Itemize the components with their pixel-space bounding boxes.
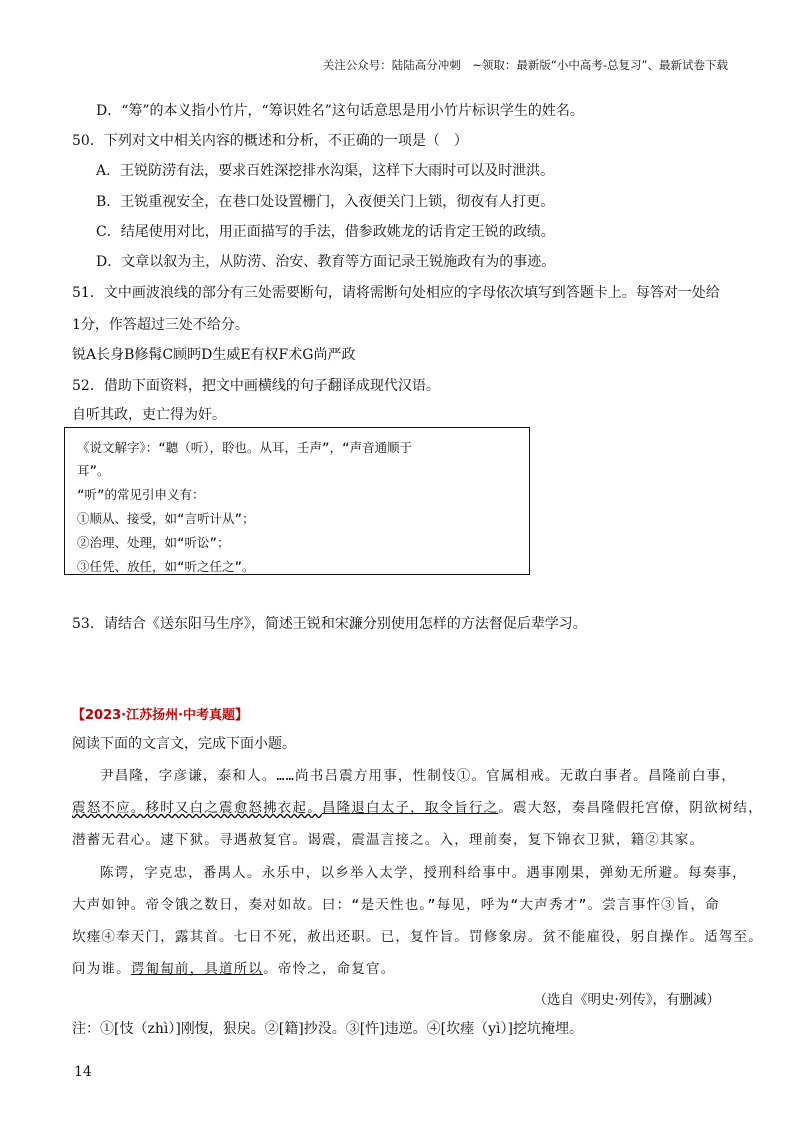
passage-p1-line2 [72, 796, 763, 816]
passage-p2-line2: 大声如钟。帝令饿之数日，奏对如故。曰：“是天性也。”每见，呼为“大声秀才”。尝言事忤③旨，命 [72, 897, 720, 913]
underlined-sentence-1: 昌隆退白太子，取令旨行之 [321, 800, 499, 816]
passage-text: 问为谁。 [72, 961, 131, 977]
passage-notes: 注：①[忮（zhì）]刚愎，狠戾。②[籍]抄没。③[忤]违逆。④[坎瘗（yì）]挖坑掩埋。 [72, 1021, 583, 1037]
underlined-sentence-2: 谔匍匐前，具道所以 [130, 961, 264, 977]
reference-box [64, 427, 530, 575]
passage-p2-line3: 坎瘗④奉天门，露其首。七日不死，赦出还职。已，复忤旨。罚修象房。贫不能雇役，躬自操作。适驾至。 [72, 929, 763, 945]
passage-p1-line3: 潜蓄无君心。逮下狱。寻遇赦复官。谒震，震温言接之。入，理前奏，复下锦衣卫狱，籍②其家。 [72, 832, 705, 848]
q50-option-b: B．王锐重视安全，在巷口处设置栅门，入夜便关门上锁，彻夜有人打更。 [96, 194, 555, 210]
q50-option-d: D．文章以叙为主，从防涝、治安、教育等方面记录王锐施政有为的事迹。 [96, 254, 556, 270]
passage-p1-line1: 尹昌隆，字彦谦，泰和人。……尚书吕震方用事，性制忮①。官属相戒。无敢白事者。昌隆前白事， [100, 768, 737, 784]
q51-line3: 锐A长身B修髯C顾眄D生威E有权F术G尚严政 [72, 347, 356, 363]
q51-line2: 1分，作答超过三处不给分。 [72, 317, 249, 333]
q50-option-a: A．王锐防涝有法，要求百姓深挖排水沟渠，这样下大雨时可以及时泄洪。 [96, 163, 555, 179]
instruction: 阅读下面的文言文，完成下面小题。 [72, 736, 296, 752]
box-line-2: 耳”。 [77, 463, 110, 478]
q50-option-c: C．结尾使用对比，用正面描写的手法，借参政姚龙的话肯定王锐的政绩。 [96, 224, 555, 240]
page-number: 14 [74, 1064, 92, 1080]
box-line-1: 《说文解字》：“聽（听），聆也。从耳，壬声”，“声音通顺于 [77, 440, 413, 455]
box-line-6: ③任凭、放任，如“听之任之”。 [77, 559, 255, 574]
wavy-text: 震怒不应。移时又白之震愈怒拂衣起。 [72, 800, 322, 816]
passage-p2-line1: 陈谔，字克忠，番禺人。永乐中，以乡举入太学，授刑科给事中。遇事刚果，弹劾无所避。每奏事， [100, 865, 747, 881]
q52-stem: 52．借助下面资料，把文中画横线的句子翻译成现代汉语。 [72, 378, 440, 394]
q49-option-d: D．“筹”的本义指小竹片，“筹识姓名”这句话意思是用小竹片标识学生的姓名。 [96, 103, 584, 119]
q53-stem: 53．请结合《送东阳马生序》，简述王锐和宋濂分别使用怎样的方法督促后辈学习。 [72, 616, 587, 632]
box-line-4: ①顺从、接受，如“言听计从”； [77, 511, 255, 526]
page-header: 关注公众号：陆陆高分冲刺 ~领取：最新版“小中高考-总复习”、最新试卷下载 [322, 58, 728, 72]
passage-source: （选自《明史·列传》，有删减） [533, 992, 720, 1008]
q52-sentence: 自听其政，吏亡得为奸。 [72, 407, 226, 423]
passage-text: 。震大怒，奏昌隆假托宫僚，阴欲树结， [498, 800, 763, 816]
box-line-5: ②治理、处理，如“听讼”； [77, 535, 230, 550]
box-line-3: “听”的常见引申义有： [77, 487, 205, 502]
q51-line1: 51．文中画波浪线的部分有三处需要断句，请将需断句处相应的字母依次填写到答题卡上。每答对一处给 [72, 285, 720, 301]
passage-text: 。帝怜之，命复官。 [263, 961, 396, 977]
q50-stem: 50．下列对文中相关内容的概述和分析，不正确的一项是（ ） [72, 133, 468, 149]
section-title: 【2023·江苏扬州·中考真题】 [72, 708, 249, 723]
passage-p2-line4 [72, 957, 395, 977]
